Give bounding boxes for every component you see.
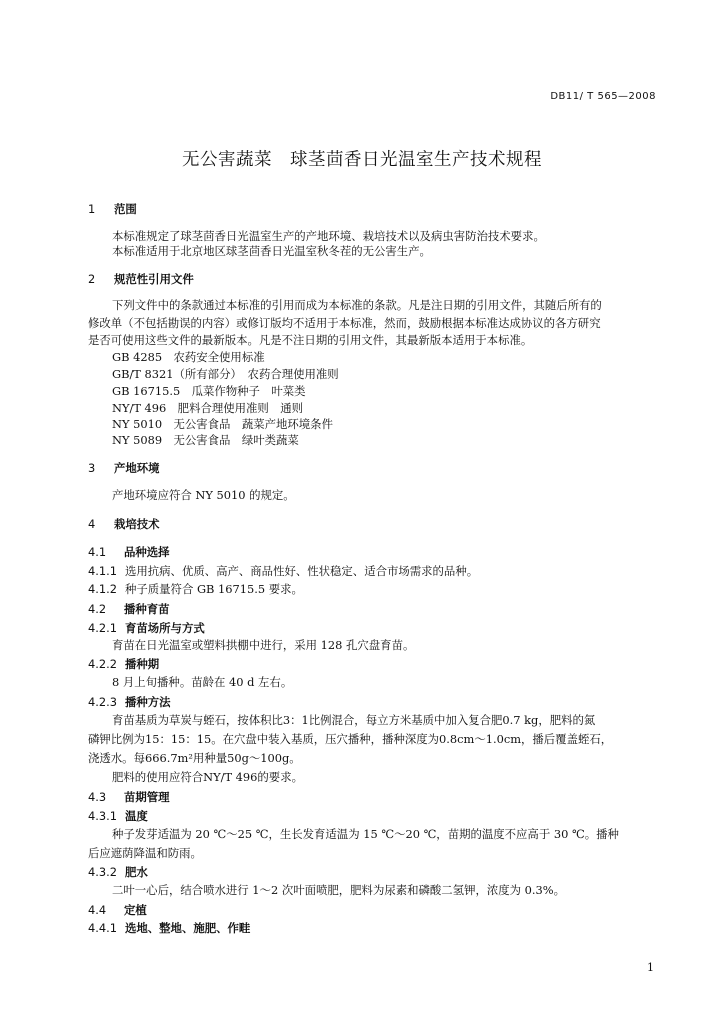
clause-text: 选用抗病、优质、高产、商品性好、性状稳定、适合市场需求的品种。: [124, 564, 479, 578]
section-title: 育苗场所与方式: [124, 621, 205, 635]
section-number: 4.4: [88, 903, 107, 917]
page-number: 1: [647, 961, 654, 974]
section-number: 4.2: [88, 602, 107, 616]
section-4-3-2-heading: [88, 864, 658, 880]
section-number: 4.3.2: [88, 865, 117, 879]
section-number: 4.2.2: [88, 657, 117, 671]
section-title: 播种育苗: [124, 602, 170, 616]
section-3-heading: [88, 460, 658, 476]
section-number: 4.2.3: [88, 695, 117, 709]
section-number: 4.1: [88, 545, 107, 559]
paragraph-line: 磷钾比例为15：15：15。在穴盘中装入基质，压穴播种，播种深度为0.8cm～1.0cm，播后覆盖蛭石，: [88, 732, 613, 746]
reference-item: GB 4285 农药安全使用标准: [112, 350, 265, 364]
section-4-4-1-heading: [88, 920, 658, 936]
clause-text: 种子质量符合 GB 16715.5 要求。: [124, 582, 303, 596]
clause-4-1-2: [88, 581, 658, 597]
document-title: 无公害蔬菜 球茎茴香日光温室生产技术规程: [182, 150, 542, 170]
section-4-4-heading: [88, 902, 658, 918]
section-4-heading: [88, 516, 658, 532]
clause-number: 4.1.1: [88, 564, 117, 578]
paragraph: 8 月上旬播种。苗龄在 40 d 左右。: [112, 675, 293, 689]
standard-code: DB11/ T 565—2008: [550, 91, 656, 102]
section-number: 4.2.1: [88, 621, 117, 635]
reference-item: GB 16715.5 瓜菜作物种子 叶菜类: [112, 384, 306, 398]
paragraph: 产地环境应符合 NY 5010 的规定。: [112, 488, 295, 502]
paragraph: 本标准适用于北京地区球茎茴香日光温室秋冬茬的无公害生产。: [112, 244, 431, 258]
section-title: 选地、整地、施肥、作畦: [124, 921, 251, 935]
section-4-2-1-heading: [88, 620, 658, 636]
section-1-heading: [88, 201, 658, 217]
section-4-2-heading: [88, 601, 658, 617]
paragraph-line: 种子发芽适温为 20 ℃～25 ℃，生长发育适温为 15 ℃～20 ℃，苗期的温度不应高于 30 ℃。播种: [112, 827, 619, 841]
reference-item: NY 5089 无公害食品 绿叶类蔬菜: [112, 433, 299, 447]
section-number: 2: [88, 272, 96, 286]
paragraph-line: 是否可使用这些文件的最新版本。凡是不注日期的引用文件，其最新版本适用于本标准。: [88, 333, 533, 347]
section-number: 4: [88, 517, 96, 531]
section-2-heading: [88, 271, 658, 287]
paragraph: 肥料的使用应符合NY/T 496的要求。: [112, 770, 303, 784]
section-number: 1: [88, 202, 96, 216]
section-title: 温度: [124, 809, 148, 823]
clause-number: 4.1.2: [88, 582, 117, 596]
section-4-3-1-heading: [88, 808, 658, 824]
section-title: 苗期管理: [124, 790, 170, 804]
reference-item: GB/T 8321（所有部分） 农药合理使用准则: [112, 367, 339, 381]
section-title: 播种方法: [124, 695, 171, 709]
paragraph-line: 修改单（不包括勘误的内容）或修订版均不适用于本标准，然而，鼓励根据本标准达成协议的各方研究: [88, 316, 601, 330]
section-title: 播种期: [124, 657, 160, 671]
paragraph-line: 后应遮荫降温和防雨。: [88, 846, 202, 860]
reference-item: NY 5010 无公害食品 蔬菜产地环境条件: [112, 417, 333, 431]
section-number: 4.3.1: [88, 809, 117, 823]
section-4-1-heading: [88, 544, 658, 560]
section-title: 栽培技术: [114, 517, 160, 531]
section-number: 3: [88, 461, 96, 475]
section-title: 规范性引用文件: [114, 272, 194, 286]
section-title: 产地环境: [114, 461, 160, 475]
section-number: 4.4.1: [88, 921, 117, 935]
section-4-3-heading: [88, 789, 658, 805]
paragraph-line: 下列文件中的条款通过本标准的引用而成为本标准的条款。凡是注日期的引用文件，其随后所有的: [112, 298, 602, 312]
paragraph-line: 育苗基质为草炭与蛭石，按体积比3：1比例混合，每立方米基质中加入复合肥0.7 kg，肥料的氮: [112, 713, 596, 727]
section-4-2-3-heading: [88, 694, 658, 710]
section-4-2-2-heading: [88, 656, 658, 672]
section-title: 品种选择: [124, 545, 170, 559]
paragraph: 育苗在日光温室或塑料拱棚中进行，采用 128 孔穴盘育苗。: [112, 638, 415, 652]
section-title: 肥水: [124, 865, 148, 879]
paragraph: 二叶一心后，结合喷水进行 1～2 次叶面喷肥，肥料为尿素和磷酸二氢钾，浓度为 0.3%。: [112, 883, 565, 897]
paragraph-line: 浇透水。每666.7m²用种量50g～100g。: [88, 751, 301, 765]
clause-4-1-1: [88, 563, 658, 579]
section-number: 4.3: [88, 790, 107, 804]
paragraph: 本标准规定了球茎茴香日光温室生产的产地环境、栽培技术以及病虫害防治技术要求。: [112, 229, 545, 243]
section-title: 范围: [114, 202, 137, 216]
section-title: 定植: [124, 903, 147, 917]
reference-item: NY/T 496 肥料合理使用准则 通则: [112, 401, 303, 415]
